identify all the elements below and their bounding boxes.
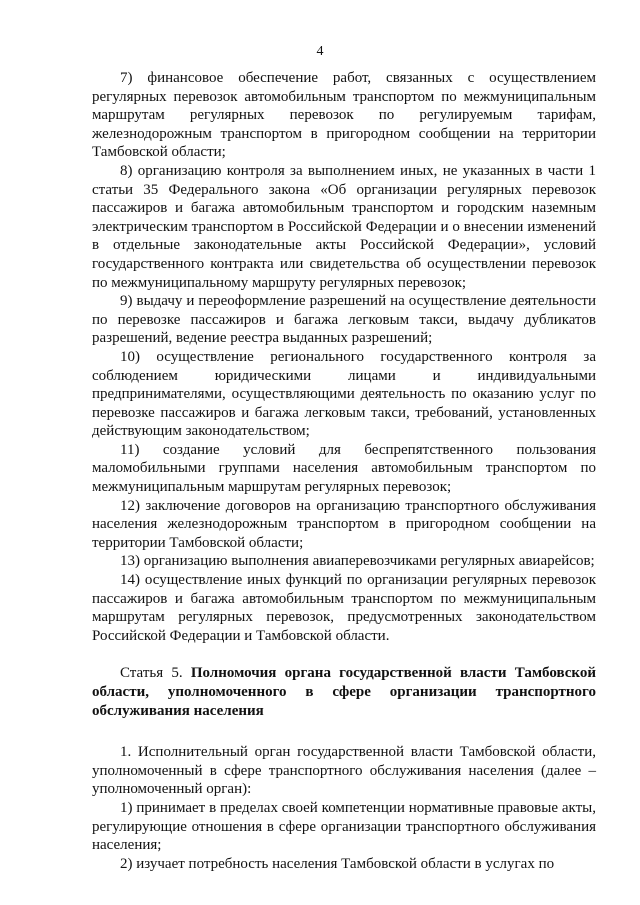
spacer xyxy=(92,645,596,664)
section-item-2: 2) изучает потребность населения Тамбовской области в услугах по xyxy=(120,855,555,872)
article-heading xyxy=(92,664,596,720)
list-item-12: 12) заключение договоров на организацию транспортного обслуживания населения железнодорожным транспортом в пригородном сообщении на территории Тамбовской области; xyxy=(92,497,596,551)
section-item-1: 1) принимает в пределах своей компетенции нормативные правовые акты, регулирующие отношения в сфере организации транспортного обслуживания населения; xyxy=(92,799,596,854)
page-number: 4 xyxy=(316,44,324,59)
list-item-7: 7) финансовое обеспечение работ, связанных с осуществлением регулярных перевозок автомобильным транспортом по межмуниципальным маршрутам регулярных перевозок по регулируемым тарифам, железнодорожным транспортом в пригородном сообщении на территории Тамбовской области; xyxy=(92,70,596,161)
article-number: Статья 5. xyxy=(120,665,183,682)
document-body xyxy=(92,69,596,873)
spacer xyxy=(92,720,596,743)
list-item-10: 10) осуществление регионального государственного контроля за соблюдением юридическими лицами и индивидуальными предпринимателями, осуществляющими деятельность по оказанию услуг по перевозке пассажиров и багажа легковым такси, требований, установленных действующим законодательством; xyxy=(92,348,596,440)
list-item-11: 11) создание условий для беспрепятственного пользования маломобильными группами населения автомобильным транспортом по межмуниципальным маршрутам регулярных перевозок; xyxy=(92,441,596,496)
list-item-14: 14) осуществление иных функций по организации регулярных перевозок пассажиров и багажа автомобильным транспортом по межмуниципальным маршрутам регулярных перевозок, предусмотренных законодательством Российской Федерации и Тамбовской области. xyxy=(92,572,596,644)
list-item-9: 9) выдачу и переоформление разрешений на осуществление деятельности по перевозке пассажиров и багажа легковым такси, выдачу дубликатов разрешений, ведение реестра выданных разрешений; xyxy=(92,293,596,347)
list-item-13: 13) организацию выполнения авиаперевозчиками регулярных авиарейсов; xyxy=(120,553,595,570)
article-title: Полномочия органа государственной власти Тамбовской области, уполномоченного в сфере организации транспортного обслуживания населения xyxy=(92,665,596,719)
section-paragraph-1: 1. Исполнительный орган государственной власти Тамбовской области, уполномоченный в сфере транспортного обслуживания населения (далее – уполномоченный орган): xyxy=(92,744,596,798)
list-item-8: 8) организацию контроля за выполнением иных, не указанных в части 1 статьи 35 Федерального закона «Об организации регулярных перевозок пассажиров и багажа автомобильным транспортом и городским наземным электрическим транспортом в Российской Федерации и о внесении изменений в отдельные законодательные акты Российской Федерации», условий государственного контракта или свидетельства об осуществлении перевозок по межмуниципальному маршруту регулярных перевозок; xyxy=(92,162,596,291)
